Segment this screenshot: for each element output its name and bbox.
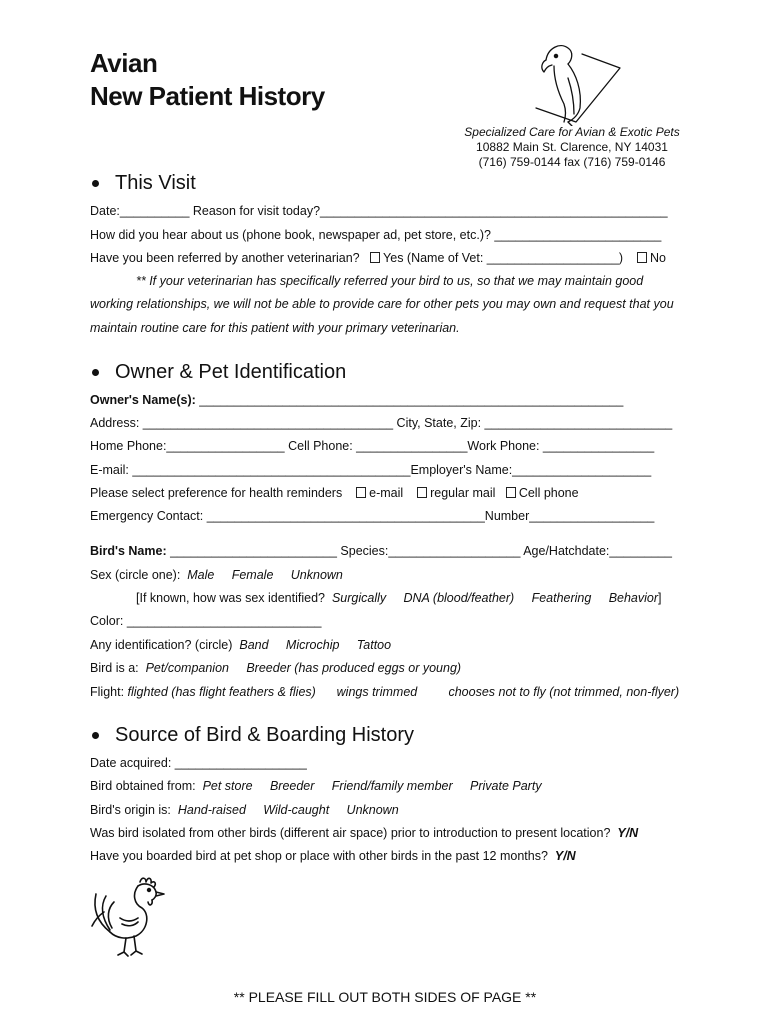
footer-note: ** PLEASE FILL OUT BOTH SIDES OF PAGE ** (233, 989, 537, 1005)
isolated-question: Was bird isolated from other birds (different air space) prior to introduction to present location? (90, 826, 611, 840)
email-employer-field[interactable]: E-mail: ________________________________________Employer's Name:____________________ (90, 463, 652, 477)
section-owner-pet (90, 361, 346, 384)
phone-fields[interactable]: Home Phone:_________________ Cell Phone: ________________Work Phone: ________________ (90, 439, 655, 453)
bullet-icon (92, 180, 99, 187)
boarded-yn[interactable]: Y/N (554, 849, 576, 863)
identification-row (90, 638, 391, 652)
identification-label: Any identification? (circle) (90, 638, 233, 652)
sex-label: Sex (circle one): (90, 568, 181, 582)
referred-yes-label: Yes (Name of Vet: ___________________) (383, 251, 624, 265)
clinic-address: 10882 Main St. Clarence, NY 14031 (476, 140, 668, 154)
referral-note-line-2: working relationships, we will not be able to provide care for other pets you may own and request that you (90, 297, 674, 311)
origin-options[interactable]: Hand-raised Wild-caught Unknown (177, 803, 399, 817)
reminder-mail-label: regular mail (430, 486, 496, 500)
parrot-logo-icon (524, 38, 624, 126)
referral-note-line-1: ** If your veterinarian has specifically referred your bird to us, so that we may maintain good (136, 274, 644, 288)
sex-method-bracket: ] (658, 591, 662, 605)
referral-note-line-3: maintain routine care for this patient with your primary veterinarian. (90, 321, 460, 335)
reminder-preference-row (90, 486, 579, 500)
clinic-phone: (716) 759-0144 fax (716) 759-0146 (478, 155, 666, 169)
referred-vet-row (90, 251, 666, 265)
date-acquired-field[interactable]: Date acquired: ___________________ (90, 756, 307, 770)
rooster-icon (86, 872, 172, 958)
bird-type-label: Bird is a: (90, 661, 139, 675)
sex-row (90, 568, 343, 582)
obtained-label: Bird obtained from: (90, 779, 196, 793)
page-title: New Patient History (90, 81, 325, 111)
emergency-contact-field[interactable]: Emergency Contact: ________________________________________Number__________________ (90, 509, 655, 523)
section-heading: This Visit (115, 172, 196, 194)
referred-no-checkbox[interactable] (637, 252, 647, 263)
referred-yes-checkbox[interactable] (370, 252, 380, 263)
reminder-cell-checkbox[interactable] (506, 487, 516, 498)
sex-options[interactable]: Male Female Unknown (187, 568, 343, 582)
color-field[interactable]: Color: ____________________________ (90, 614, 322, 628)
flight-label: Flight: (90, 685, 125, 699)
flight-options[interactable]: flighted (has flight feathers & flies) wings trimmed chooses not to fly (not trimmed, non-flyer) (127, 685, 680, 699)
bird-type-row (90, 661, 461, 675)
reminder-cell-label: Cell phone (518, 486, 579, 500)
bullet-icon (92, 732, 99, 739)
bird-type-options[interactable]: Pet/companion Breeder (has produced eggs or young) (145, 661, 462, 675)
reminder-email-checkbox[interactable] (356, 487, 366, 498)
address-field[interactable]: Address: ____________________________________ City, State, Zip: ___________________________ (90, 416, 673, 430)
bullet-icon (92, 369, 99, 376)
obtained-options[interactable]: Pet store Breeder Friend/family member Private Party (202, 779, 542, 793)
date-reason-field[interactable]: Date:__________ Reason for visit today?__________________________________________________ (90, 204, 668, 218)
sex-method-row (136, 591, 662, 605)
section-source-boarding (90, 724, 414, 747)
owner-name-field[interactable]: _____________________________________________________________ (195, 393, 624, 407)
bird-name-row[interactable] (90, 544, 672, 558)
isolated-row (90, 826, 638, 840)
title-line-1: Avian (90, 48, 158, 78)
referred-no-label: No (649, 251, 666, 265)
sex-method-options[interactable]: Surgically DNA (blood/feather) Feathering Behavior (331, 591, 659, 605)
reminder-email-label: e-mail (369, 486, 404, 500)
bird-name-label: Bird's Name: (90, 544, 167, 558)
identification-options[interactable]: Band Microchip Tattoo (239, 638, 392, 652)
flight-row (90, 685, 679, 699)
owner-name-label: Owner's Name(s): (90, 393, 196, 407)
bird-name-species-age-field[interactable]: ________________________ Species:___________________ Age/Hatchdate:_________ (166, 544, 672, 558)
section-heading: Source of Bird & Boarding History (115, 724, 415, 746)
boarded-question: Have you boarded bird at pet shop or place with other birds in the past 12 months? (90, 849, 548, 863)
section-this-visit (90, 172, 196, 195)
origin-label: Bird's origin is: (90, 803, 171, 817)
clinic-tagline: Specialized Care for Avian & Exotic Pets (464, 125, 680, 139)
origin-row (90, 803, 399, 817)
section-heading: Owner & Pet Identification (115, 361, 347, 383)
referred-question: Have you been referred by another veterinarian? (90, 251, 360, 265)
obtained-from-row (90, 779, 542, 793)
isolated-yn[interactable]: Y/N (617, 826, 639, 840)
reminder-question: Please select preference for health reminders (90, 486, 343, 500)
referral-source-field[interactable]: How did you hear about us (phone book, newspaper ad, pet store, etc.)? ________________________ (90, 228, 662, 242)
sex-method-label: [If known, how was sex identified? (136, 591, 325, 605)
boarded-row (90, 849, 576, 863)
owner-name-row[interactable] (90, 393, 623, 407)
reminder-mail-checkbox[interactable] (417, 487, 427, 498)
